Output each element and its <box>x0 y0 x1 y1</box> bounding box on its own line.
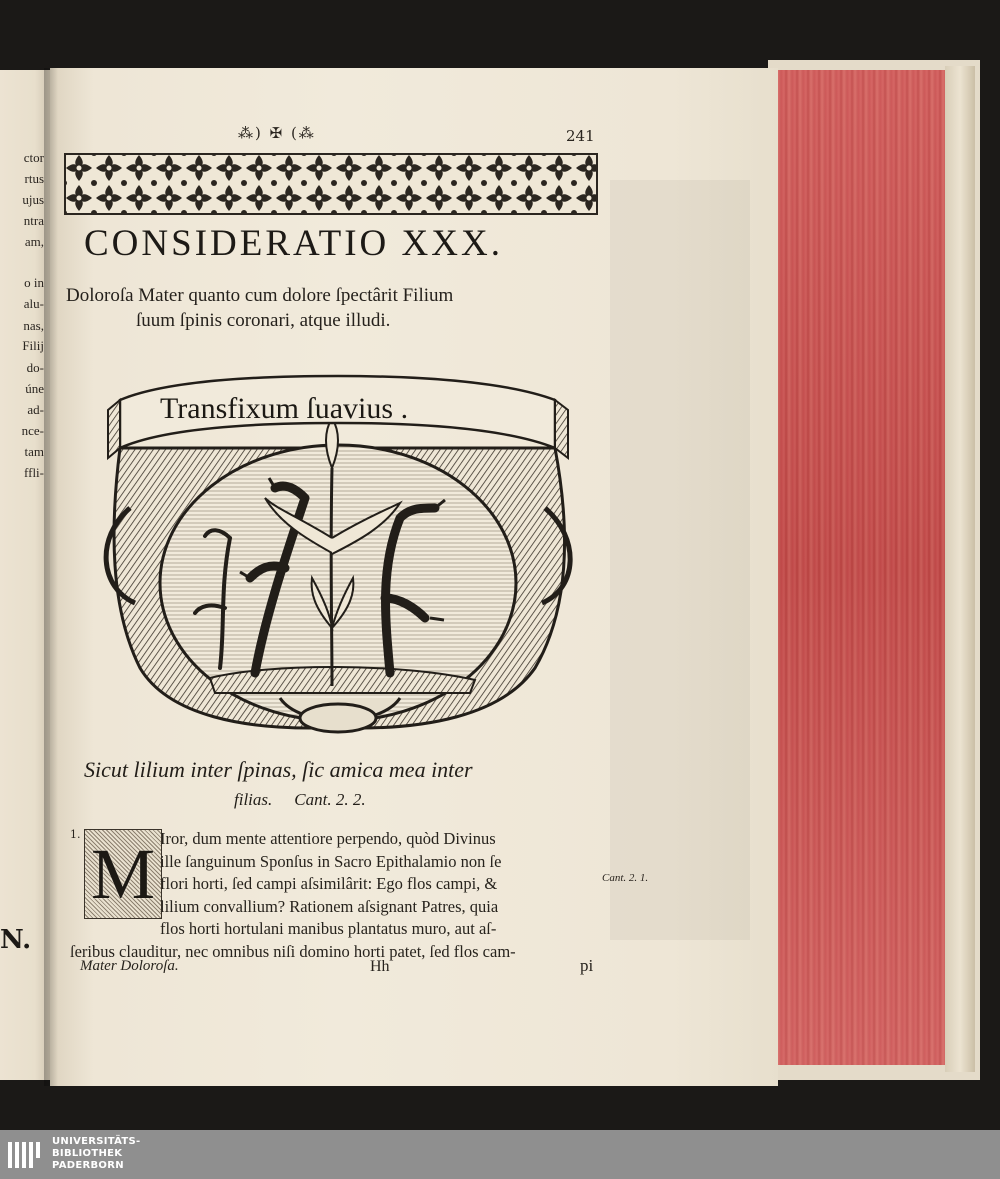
signature-mark: Hh <box>370 958 390 975</box>
gutter-shadow <box>44 68 58 1086</box>
body-line: Iror, dum mente attentiore perpendo, quòd Divinus <box>160 829 496 848</box>
left-fragment: ntra <box>23 213 44 228</box>
left-fragment: rtus <box>24 171 44 186</box>
catchword: pi <box>580 956 594 975</box>
motto-line-2 <box>84 785 604 815</box>
library-logo-icon <box>6 1138 46 1172</box>
emblem-engraving <box>100 368 578 753</box>
body-line: lilium convallium? Rationem aſsignant Patres, quia <box>160 896 499 916</box>
fore-edge-shading <box>770 70 945 1065</box>
body-line: flos horti hortulani manibus plantatus muro, aut aſ- <box>160 919 497 938</box>
left-fragment: ad- <box>27 402 44 417</box>
library-name-line-2: BIBLIOTHEK <box>52 1148 123 1159</box>
running-head: ⁂) ✠ (⁂ <box>238 124 316 142</box>
left-fragment: alu- <box>23 296 44 311</box>
subtitle-line-1: Doloroſa Mater quanto cum dolore ſpectârit Filium <box>66 285 454 306</box>
body-paragraph <box>70 828 605 963</box>
page-title: CONSIDERATIO XXX. <box>84 223 503 264</box>
emblem-banner-text: Transfixum ſuavius . <box>160 392 409 425</box>
left-fragment: nce- <box>21 423 44 438</box>
motto-filias: filias. <box>234 790 273 809</box>
subtitle-line-2: ſuum ſpinis coronari, atque illudi. <box>136 310 391 331</box>
dropcap-initial <box>84 829 162 919</box>
left-fragment: tam <box>24 444 44 459</box>
ornamental-headpiece <box>64 153 598 215</box>
left-fragment: do- <box>26 360 44 375</box>
footer-title: Mater Doloroſa. <box>80 958 179 974</box>
paragraph-number: 1. <box>70 828 81 841</box>
left-fragment: ctor <box>23 150 44 165</box>
body-line: flori horti, ſed campi aſsimilârit: Ego flos campi, & <box>160 874 498 893</box>
left-fragment: Filij <box>22 338 44 353</box>
library-footer-bar <box>0 1130 1000 1179</box>
library-name-line-3: PADERBORN <box>52 1160 124 1171</box>
emblem-motto <box>84 755 604 815</box>
motto-reference: Cant. 2. 2. <box>294 790 366 809</box>
left-fragment: ffli- <box>24 465 44 480</box>
page-number: 241 <box>566 127 595 145</box>
subtitle <box>66 283 606 333</box>
library-name-line-1: UNIVERSITÄTS- <box>52 1136 141 1147</box>
motto-line-1: Sicut lilium inter ſpinas, ſic amica mea inter <box>84 757 473 782</box>
body-line-full: ſeribus clauditur, nec omnibus niſi domino horti patet, ſed flos cam- <box>70 941 516 961</box>
library-name <box>52 1136 141 1172</box>
left-fragment: o in <box>24 275 44 290</box>
left-fragment: úne <box>25 381 44 396</box>
dropcap-letter: M <box>90 834 156 914</box>
show-through-area <box>610 180 750 940</box>
cover-rim <box>945 66 975 1072</box>
left-fragment: nas, <box>23 318 44 333</box>
margin-reference: Cant. 2. 1. <box>602 872 649 884</box>
left-facing-page <box>0 70 50 1080</box>
left-big-letter: N. <box>0 925 32 955</box>
left-fragment: ujus <box>22 192 44 207</box>
left-fragment: am, <box>24 234 44 249</box>
body-line: ille ſanguinum Sponſus in Sacro Epithalamio non ſe <box>160 851 502 871</box>
